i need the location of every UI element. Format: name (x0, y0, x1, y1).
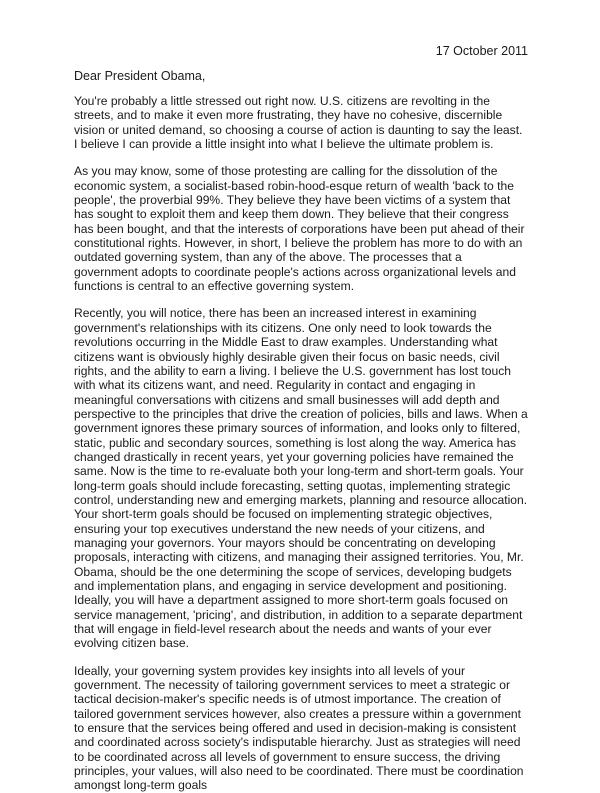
paragraph-4: Ideally, your governing system provides key insights into all levels of your government. The necessity of tailoring government services to meet a strategic or tactical decision-maker's specific needs is of utmost importance. The creation of tailored government services however, also creates a pressure within a government to ensure that the services being offered and used in decision-making is consistent and coordinated across society's indisputable hierarchy. Just as strategies will need to be coordinated across all levels of government to ensure success, the driving principles, your values, will also need to be coordinated. There must be coordination amongst long-term goals (74, 663, 524, 793)
paragraph-2: As you may know, some of those protesting are calling for the dissolution of the economic system, a socialist-based robin-hood-esque return of wealth 'back to the people', the proverbial 99%. They believe they have been victims of a system that has sought to exploit them and keep them down. They believe that their congress has been bought, and that the interests of corporations have been put ahead of their constitutional rights. However, in short, I believe the problem has more to do with an outdated governing system, than any of the above. The processes that a government adopts to coordinate people's actions across organizational levels and functions is central to an effective governing system. (74, 164, 525, 294)
paragraph-1: You're probably a little stressed out right now. U.S. citizens are revolting in the streets, and to make it even more frustrating, they have no cohesive, discernible vision or united demand, so choosing a course of action is daunting to say the least. I believe I can provide a little insight into what I believe the ultimate problem is. (74, 94, 523, 152)
letter-date: 17 October 2011 (435, 44, 528, 58)
paragraph-3: Recently, you will notice, there has been an increased interest in examining government's relationships with its citizens. One only need to look towards the revolutions occurring in the Middle East to draw examples. Understanding what citizens want is obviously highly desirable given their focus on basic needs, civil rights, and the ability to earn a living. I believe the U.S. government has lost touch with what its citizens want, and need. Regularity in contact and engaging in meaningful conversations with citizens and small businesses will add depth and perspective to the principles that drive the creation of policies, bills and laws. When a government ignores these primary sources of information, and looks only to filtered, static, public and secondary sources, something is lost along the way. America has changed drastically in recent years, yet your governing policies have remained the same. Now is the time to re-evaluate both your long-term and short-term goals. Your long-term goals should include forecasting, setting quotas, implementing strategic control, understanding new and emerging markets, planning and resource allocation. Your short-term goals should be focused on implementing strategic objectives, ensuring your top executives understand the new needs of your citizens, and managing your governors. Your mayors should be concentrating on developing proposals, interacting with citizens, and managing their assigned territories. You, Mr. Obama, should be the one determining the scope of services, developing budgets and implementation plans, and engaging in service development and positioning. Ideally, you will have a department assigned to more short-term goals focused on service management, 'pricing', and distribution, in addition to a separate department that will engage in field-level research about the needs and wants of your ever evolving citizen base. (74, 306, 528, 651)
salutation: Dear President Obama, (74, 69, 206, 83)
